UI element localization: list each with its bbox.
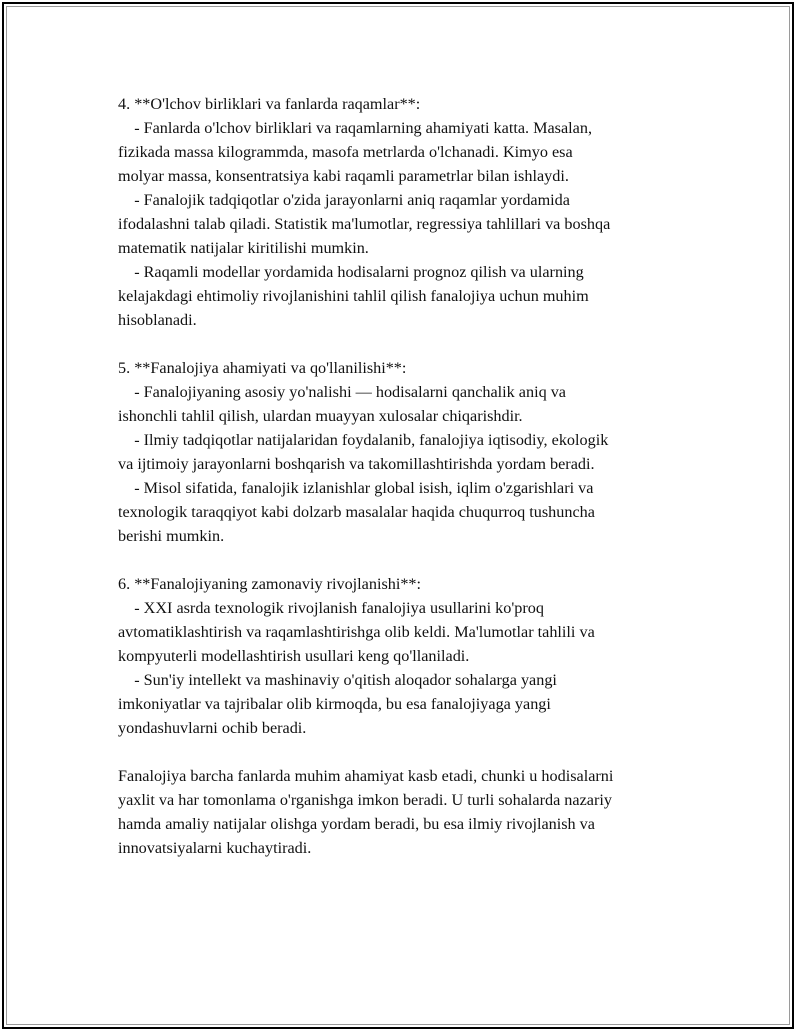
- blank-line: [118, 548, 698, 572]
- section-4: [118, 92, 698, 332]
- paragraph-line: innovatsiyalarni kuchaytiradi.: [118, 839, 312, 857]
- paragraph-line: yaxlit va har tomonlama o'rganishga imkon beradi. U turli sohalarda nazariy: [118, 791, 612, 809]
- section-5: [118, 356, 698, 548]
- paragraph-line: - Ilmiy tadqiqotlar natijalaridan foydalanib, fanalojiya iqtisodiy, ekologik: [118, 431, 609, 449]
- paragraph-line: va ijtimoiy jarayonlarni boshqarish va takomillashtirishda yordam beradi.: [118, 455, 595, 473]
- paragraph-line: hisoblanadi.: [118, 311, 197, 329]
- paragraph-line: imkoniyatlar va tajribalar olib kirmoqda, bu esa fanalojiyaga yangi: [118, 695, 551, 713]
- paragraph-line: hamda amaliy natijalar olishga yordam beradi, bu esa ilmiy rivojlanish va: [118, 815, 595, 833]
- paragraph-line: - Misol sifatida, fanalojik izlanishlar global isish, iqlim o'zgarishlari va: [118, 479, 594, 497]
- paragraph-line: fizikada massa kilogrammda, masofa metrlarda o'lchanadi. Kimyo esa: [118, 143, 573, 161]
- section-heading: 6. **Fanalojiyaning zamonaviy rivojlanishi**:: [118, 575, 422, 593]
- paragraph-line: - Fanalojiyaning asosiy yo'nalishi — hodisalarni qanchalik aniq va: [118, 383, 566, 401]
- paragraph-line: ishonchli tahlil qilish, ulardan muayyan xulosalar chiqarishdir.: [118, 407, 523, 425]
- paragraph-line: - Sun'iy intellekt va mashinaviy o'qitish aloqador sohalarga yangi: [118, 671, 557, 689]
- paragraph-line: - Fanalojik tadqiqotlar o'zida jarayonlarni aniq raqamlar yordamida: [118, 191, 570, 209]
- paragraph-line: matematik natijalar kiritilishi mumkin.: [118, 239, 369, 257]
- blank-line: [118, 740, 698, 764]
- section-heading: 5. **Fanalojiya ahamiyati va qo'llanilishi**:: [118, 359, 407, 377]
- paragraph-line: kelajakdagi ehtimoliy rivojlanishini tahlil qilish fanalojiya uchun muhim: [118, 287, 589, 305]
- paragraph-line: Fanalojiya barcha fanlarda muhim ahamiyat kasb etadi, chunki u hodisalarni: [118, 767, 614, 785]
- blank-line: [118, 332, 698, 356]
- section-6: [118, 572, 698, 740]
- document-body: [118, 92, 698, 860]
- paragraph-line: berishi mumkin.: [118, 527, 225, 545]
- paragraph-line: - Fanlarda o'lchov birliklari va raqamlarning ahamiyati katta. Masalan,: [118, 119, 592, 137]
- section-heading: 4. **O'lchov birliklari va fanlarda raqamlar**:: [118, 95, 421, 113]
- paragraph-line: - Raqamli modellar yordamida hodisalarni prognoz qilish va ularning: [118, 263, 584, 281]
- conclusion-paragraph: [118, 764, 698, 860]
- paragraph-line: molyar massa, konsentratsiya kabi raqamli parametrlar bilan ishlaydi.: [118, 167, 569, 185]
- paragraph-line: - XXI asrda texnologik rivojlanish fanalojiya usullarini ko'proq: [118, 599, 544, 617]
- paragraph-line: avtomatiklashtirish va raqamlashtirishga olib keldi. Ma'lumotlar tahlili va: [118, 623, 595, 641]
- paragraph-line: ifodalashni talab qiladi. Statistik ma'lumotlar, regressiya tahlillari va boshqa: [118, 215, 611, 233]
- paragraph-line: kompyuterli modellashtirish usullari keng qo'llaniladi.: [118, 647, 470, 665]
- paragraph-line: texnologik taraqqiyot kabi dolzarb masalalar haqida chuqurroq tushuncha: [118, 503, 595, 521]
- paragraph-line: yondashuvlarni ochib beradi.: [118, 719, 307, 737]
